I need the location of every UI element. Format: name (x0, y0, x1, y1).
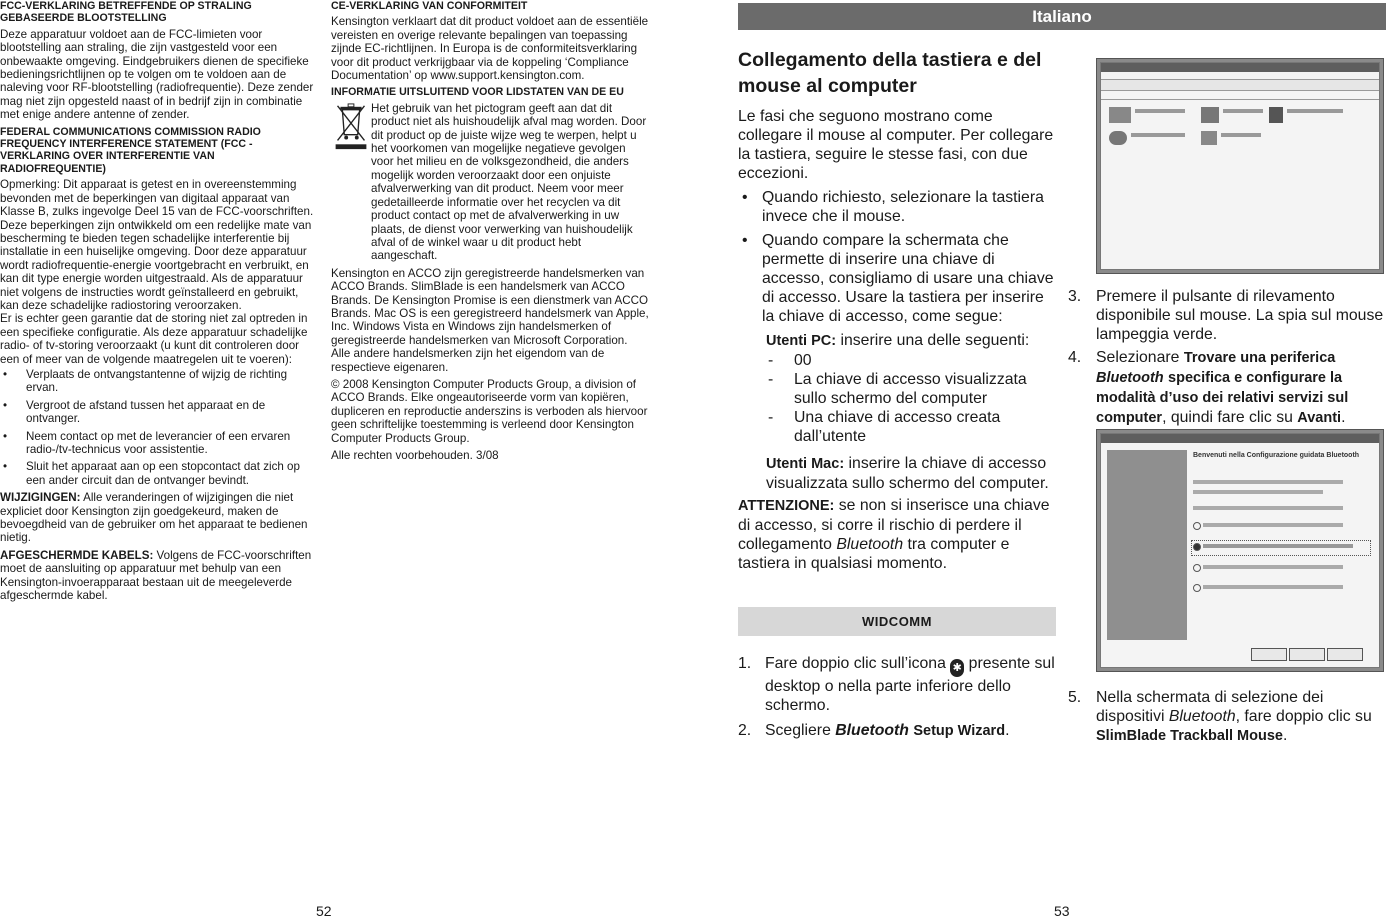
step-5: 5. Nella schermata di selezione dei dispositivi Bluetooth, fare doppio clic su SlimBlade Trackball Mouse. (1068, 689, 1372, 744)
list-item: • Quando richiesto, selezionare la tastiera invece che il mouse. (738, 188, 1056, 226)
step-number: 5. (1068, 689, 1082, 706)
language-banner: Italiano (738, 3, 1386, 30)
shielded-cables-paragraph (0, 549, 318, 603)
item-label (1131, 133, 1185, 137)
step-5-device: SlimBlade Trackball Mouse (1096, 728, 1283, 744)
fcc-rf-text: Deze apparatuur voldoet aan de FCC-limieten voor blootstelling aan straling, die zijn vastgesteld voor een onbewaakte omgeving. Eindgebruikers dienen de specifieke bedieningsrichtlijnen op te volgen om te voldoen aan de naleving voor RF-blootstelling (radiofrequentie). Deze zender mag niet zijn opgesteld naast of in bedrijf zijn in combinatie met enige andere antenne of zender. (0, 27, 314, 122)
wizard-selected-option[interactable] (1191, 540, 1371, 556)
attention-text-1: se non si inserisce una chiave di accesso, si corre il rischio di perdere il collegamento (738, 497, 1050, 553)
widcomm-section-bar: WIDCOMM (738, 607, 1056, 636)
wizard-window (1100, 433, 1380, 668)
item-label (1287, 109, 1343, 113)
wizard-option-label (1203, 565, 1343, 569)
rights-text: Alle rechten voorbehouden. 3/08 (331, 449, 499, 462)
window-menubar (1101, 72, 1379, 80)
wizard-text-line (1193, 506, 1343, 510)
list-item: • Sluit het apparaat aan op een stopcontact dat zich op een ander circuit dan de ontvanger bevindt. (0, 460, 318, 487)
weee-block (331, 102, 649, 263)
step-2-wizard: Setup Wizard (913, 723, 1006, 739)
trademarks-text: Kensington en ACCO zijn geregistreerde handelsmerken van ACCO Brands. SlimBlade is een handelsmerk van ACCO Brands. De Kensington Promise is een dienstmerk van ACCO Brands. Mac OS is een geregistreerd handelsmerk van Apple, Inc. Windows Vista en Windows zijn handelsmerken of geregistreerde handelsmerken van Microsoft Corporation. Alle andere handelsmerken zijn het eigendom van de respectieve eigenaren. (331, 266, 649, 374)
wizard-back-button[interactable] (1251, 648, 1287, 661)
step-1 (738, 654, 1056, 715)
left-column-1 (0, 0, 318, 606)
attention-paragraph (738, 496, 1056, 573)
wizard-side-image (1107, 450, 1187, 640)
fcc-interference-heading: FEDERAL COMMUNICATIONS COMMISSION RADIO FREQUENCY INTERFERENCE STATEMENT (FCC - VERKLARING OVER INTERFERENTIE VAN RADIOFREQUENTIE) (0, 125, 261, 175)
page-number-right: 53 (1054, 903, 1070, 919)
step-number: 3. (1068, 288, 1082, 305)
pc-users-text: inserire una delle seguenti: (840, 332, 1030, 349)
copyright-text: © 2008 Kensington Computer Products Group, a division of ACCO Brands. Elke ongeautoriseerde vorm van kopiëren, dupliceren en reproductie anderszins is verboden als hiervoor geen schriftelijke toestemming is verleend door Kensington Computer Products Group. (331, 377, 648, 445)
left-column-2 (331, 0, 649, 466)
wizard-option-label (1203, 523, 1343, 527)
weee-bin-icon (331, 102, 371, 152)
modifications-paragraph (0, 491, 318, 545)
window-address-bar (1101, 91, 1379, 100)
step-4-text-a: Selezionare (1096, 349, 1180, 366)
page-number-left: 52 (316, 903, 332, 919)
wizard-option-label (1203, 585, 1343, 589)
widcomm-steps (738, 654, 1056, 747)
list-item: • Neem contact op met de leverancier of een ervaren radio-/tv-technicus voor assistentie. (0, 430, 318, 457)
fcc-guarantee-text: Er is echter geen garantie dat de storing niet zal optreden in een specifieke configuratie. Als deze apparatuur schadelijke radio- of tv-storing veroorzaakt (u kunt dit controleren door een of meer van de volgende maatregelen uit te voeren): (0, 312, 308, 366)
wizard-option-label (1203, 544, 1353, 548)
exceptions-list (738, 188, 1056, 326)
list-item: • Quando compare la schermata che permette di inserire una chiave di accesso, consigliamo di usare una chiave di accesso. Usare la tastiera per inserire la chiave di accesso, come segue: (738, 231, 1056, 326)
list-item: • Vergroot de afstand tussen het apparaat en de ontvanger. (0, 399, 318, 426)
weee-text: Het gebruik van het pictogram geeft aan dat dit product niet als huishoudelijk afval mag worden. Door dit product op de juiste wijze weg te werpen, helpt u het voorkomen van mogelijke negatieve gevolgen voor het milieu en de volksgezondheid, die anders mogelijk worden veroorzaakt door een onjuiste afvalverwerking van dit product. Neem voor meer gedetailleerde informatie over het recyclen va dit product contact op met de afvalverwerking in uw plaats, de dienst voor verwerking van huishoudelijk afval of de winkel waar u dit product hebt aangeschaft. (371, 101, 647, 263)
step-number: 4. (1068, 349, 1082, 366)
step-2-bluetooth: Bluetooth (835, 722, 909, 739)
list-item: - Una chiave di accesso creata dall’utente (766, 408, 1056, 446)
device-icon (1269, 107, 1283, 123)
attention-label: ATTENZIONE: (738, 498, 835, 514)
fcc-interference-text: Opmerking: Dit apparaat is getest en in overeenstemming bevonden met de beperkingen van digitaal apparaat van Klasse B, zulks ingevolge Deel 15 van de FCC-voorschriften. Deze beperkingen zijn ontwikkeld om een redelijke mate van bescherming te bieden tegen schadelijke interferentie bij installatie in een huiselijke omgeving. Door deze apparatuur wordt radiofrequentie-energie voortgebracht en verbruikt, en kan dit type energie worden uitgestraald. Als de apparatuur niet volgens de instructies wordt geïnstalleerd en gebruikt, kan deze schadelijke radiostoring veroorzaken. (0, 178, 314, 312)
step-3 (1068, 287, 1386, 344)
pc-users (766, 331, 1056, 351)
modifications-label: WIJZIGINGEN: (0, 491, 81, 505)
window-toolbar (1101, 80, 1379, 91)
mac-users (766, 454, 1056, 493)
shielded-cables-label: AFGESCHERMDE KABELS: (0, 548, 154, 562)
wizard-title: Benvenuti nella Configurazione guidata Bluetooth (1193, 452, 1360, 459)
step-4-option-b: specifica e configurare la modalità d’uso dei relativi servizi sul computer (1096, 370, 1349, 426)
device-icon (1201, 107, 1219, 123)
step-4-option-a: Trovare una periferica (1183, 350, 1336, 366)
step-number: 2. (738, 722, 752, 739)
pc-users-label: Utenti PC: (766, 333, 837, 349)
step-5-text-a: Nella schermata di selezione dei dispositivi (1096, 689, 1324, 725)
intro-text: Le fasi che seguono mostrano come collegare il mouse al computer. Per collegare la tastiera, seguire le stesse fasi, con due eccezioni. (738, 108, 1054, 182)
fcc-rf-heading: FCC-VERKLARING BETREFFENDE OP STRALING GEBASEERDE BLOOTSTELLING (0, 0, 252, 25)
wizard-radio[interactable] (1193, 564, 1201, 572)
step-number: 1. (738, 655, 752, 672)
explorer-window (1100, 62, 1380, 270)
screenshot-bluetooth-places (1096, 58, 1384, 274)
item-label (1221, 133, 1261, 137)
step-2-text: Scegliere (765, 722, 831, 739)
wizard-radio[interactable] (1193, 522, 1201, 530)
step-1-text-b: presente sul desktop o nella parte inferiore dello schermo. (765, 655, 1055, 714)
ce-heading: CE-VERKLARING VAN CONFORMITEIT (331, 0, 528, 12)
wizard-radio[interactable] (1193, 584, 1201, 592)
step-4: 4. Selezionare Trovare una periferica Bluetooth specifica e configurare la modalità d’uso dei relativi servizi sul computer, quindi fare clic su Avanti. (1068, 349, 1349, 426)
mac-users-label: Utenti Mac: (766, 456, 845, 472)
step-2: 2. Scegliere Bluetooth Setup Wizard. (738, 722, 1010, 739)
wizard-text-line (1193, 480, 1343, 484)
fcc-measures-list (0, 368, 318, 487)
device-icon (1109, 131, 1127, 145)
step-3-text: Premere il pulsante di rilevamento disponibile sul mouse. La spia sul mouse lampeggia verde. (1096, 288, 1384, 343)
shielded-cables-text: Volgens de FCC-voorschriften moet de aansluiting op apparatuur met behulp van een Kensington-invoerapparaat bestaan uit de meegeleverde afgeschermde kabel. (0, 548, 312, 603)
wizard-radio-selected[interactable] (1193, 543, 1201, 551)
item-label (1223, 109, 1263, 113)
attention-text-2: tra computer e tastiera in qualsiasi momento. (738, 536, 1010, 572)
right-column-1 (738, 47, 1056, 573)
list-item: • Verplaats de ontvangstantenne of wijzig de richting ervan. (0, 368, 318, 395)
bluetooth-icon: ✱ (950, 659, 964, 677)
step-1-text-a: Fare doppio clic sull’icona (765, 655, 946, 672)
mac-users-text: inserire la chiave di accesso visualizzata sullo schermo del computer. (766, 455, 1049, 492)
step-4-text-b: , quindi fare clic su (1162, 409, 1293, 426)
item-label (1135, 109, 1185, 113)
step-5-bluetooth: Bluetooth (1168, 708, 1236, 725)
ce-text: Kensington verklaart dat dit product voldoet aan de essentiële vereisten en overige relevante bepalingen van toepassing zijnde EC-richtlijnen. In Europa is de conformiteitsverklaring voor dit product verkrijgbaar via de koppeling ‘Compliance Documentation’ op www.support.kensington.com. (331, 15, 649, 83)
wizard-text-line (1193, 490, 1323, 494)
pc-options-list (766, 351, 1056, 446)
step-4-next: Avanti (1297, 410, 1342, 426)
step-5-text-b: , fare doppio clic su (1235, 708, 1372, 725)
step-4-bluetooth: Bluetooth (1096, 370, 1164, 386)
list-item: - La chiave di accesso visualizzata sullo schermo del computer (766, 370, 1056, 408)
page-title: Collegamento della tastiera e del mouse al computer (738, 49, 1042, 97)
list-item: - 00 (766, 351, 1056, 370)
modifications-text: Alle veranderingen of wijzigingen die niet expliciet door Kensington zijn goedgekeurd, maken de bevoegdheid van de gebruiker om het apparaat te bedienen nietig. (0, 491, 308, 545)
eu-info-heading: INFORMATIE UITSLUITEND VOOR LIDSTATEN VAN DE EU (331, 86, 624, 99)
window-titlebar (1101, 63, 1379, 72)
screenshot-bluetooth-wizard (1096, 429, 1384, 672)
device-icon (1201, 131, 1217, 145)
folder-icon (1109, 107, 1131, 123)
wizard-cancel-button[interactable] (1327, 648, 1363, 661)
window-titlebar (1101, 434, 1379, 443)
attention-bluetooth: Bluetooth (836, 536, 904, 553)
wizard-next-button[interactable] (1289, 648, 1325, 661)
